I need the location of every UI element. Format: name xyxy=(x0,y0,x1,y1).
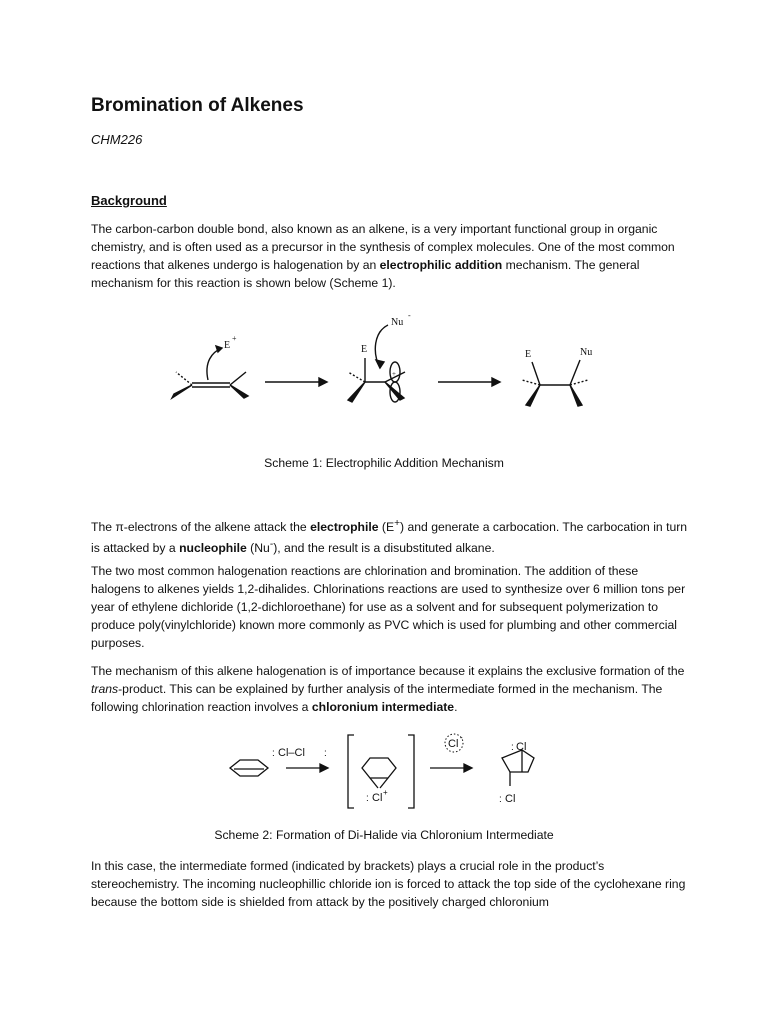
scheme1-nucleophile-label: Nu xyxy=(391,317,404,328)
paragraph-intro: The carbon-carbon double bond, also known as an alkene, is a very important functional group in organic chemistry, and is often used as a precursor in the synthesis of complex molecules. One of the most common reactions that alkenes undergo is halogenation by an electrophilic addition mechanism. The general mechanism for this reaction is shown below (Scheme 1). xyxy=(91,222,675,290)
scheme2-chloronium: Cl xyxy=(372,792,383,804)
scheme1-electrophile-charge: + xyxy=(232,334,237,343)
lone-pair-dots: : xyxy=(499,794,502,805)
scheme2-diagram xyxy=(220,730,560,815)
scheme1-diagram xyxy=(160,310,640,420)
scheme1-product-e: E xyxy=(525,349,532,360)
scheme2-caption: Scheme 2: Formation of Di-Halide via Chloronium Intermediate xyxy=(214,828,554,842)
scheme1-caption: Scheme 1: Electrophilic Addition Mechanism xyxy=(264,456,504,470)
paragraph-halogenation-uses: The two most common halogenation reactions are chlorination and bromination. The addition of these halogens to alkenes yields 1,2-dihalides. Chlorinations reactions are used to synthesize over 6 million tons per year of ethylene dichloride (1,2-dichloroethane) for use as a solvent and for subsequent polymerization to produce poly(vinylchloride) known more commonly as PVC which is used for plumbing and other commercial purposes. xyxy=(91,564,686,650)
scheme1-electrophile-label: E xyxy=(224,340,231,351)
lone-pair-dots: : xyxy=(366,793,369,804)
document-title: Bromination of Alkenes xyxy=(91,95,304,116)
paragraph-pi-electrons: The π-electrons of the alkene attack the electrophile (E+) and generate a carbocation. The carbocation in turn is attacked by a nucleophile (Nu-), and the result is a disubstituted alkane. xyxy=(91,518,688,556)
paragraph-stereochemistry: In this case, the intermediate formed (indicated by brackets) plays a crucial role in the product’s stereochemistry. The incoming nucleophillic chloride ion is forced to attack the top side of the cyclohexane ring because the bottom side is shielded from attack by the positively charged chloronium xyxy=(91,859,686,909)
scheme1-carbocation-charge: + xyxy=(392,370,396,378)
paragraph-mechanism-importance: The mechanism of this alkene halogenation is of importance because it explains the exclusive formation of the trans-product. This can be explained by further analysis of the intermediate formed in the mechanism. The following chlorination reaction involves a chloronium intermediate. xyxy=(91,664,685,714)
scheme2-reagent: Cl–Cl xyxy=(278,747,305,759)
scheme2-product-top-cl: Cl xyxy=(516,741,527,753)
scheme1-intermediate-e: E xyxy=(361,344,368,355)
course-code: CHM226 xyxy=(91,132,143,147)
scheme2-chloronium-charge: + xyxy=(383,788,388,797)
scheme2-product-bottom-cl: Cl xyxy=(505,793,516,805)
scheme2-chloride: Cl xyxy=(448,738,459,750)
scheme1-nucleophile-charge: - xyxy=(408,311,411,320)
lone-pair-dots: : xyxy=(324,748,327,759)
lone-pair-dots: : xyxy=(272,748,275,759)
scheme2-chloride-charge: - xyxy=(460,733,463,742)
lone-pair-dots: : xyxy=(511,742,514,753)
scheme1-product-nu: Nu xyxy=(580,347,593,358)
section-heading-background: Background xyxy=(91,193,167,208)
